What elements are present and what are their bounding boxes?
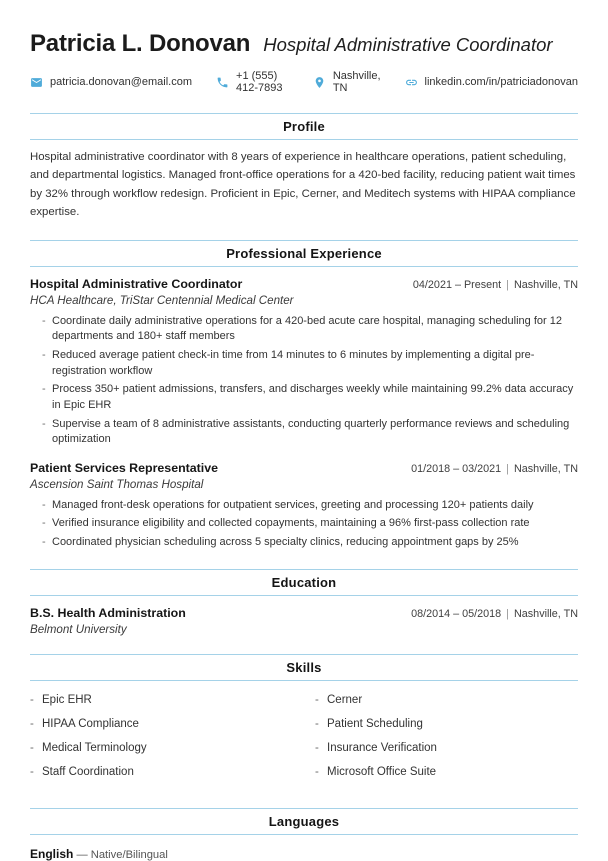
job-bullets xyxy=(30,498,578,551)
job-bullets xyxy=(30,314,578,448)
degree-title: B.S. Health Administration xyxy=(30,605,186,620)
section-heading-education xyxy=(30,569,578,596)
bullet-dash: - xyxy=(42,417,46,430)
job-head xyxy=(30,461,578,475)
bullet-text: Coordinate daily administrative operations for a 420-bed acute care hospital, managing scheduling for 12 departments and 180+ staff members xyxy=(52,314,562,343)
skill-item xyxy=(30,694,315,706)
bullet-dash: - xyxy=(42,535,46,548)
skill-text: Microsoft Office Suite xyxy=(327,765,437,778)
bullet-text: Supervise a team of 8 administrative assistants, conducting quarterly performance reviews and scheduling optimization xyxy=(52,417,570,446)
contact-email-text: patricia.donovan@email.com xyxy=(50,76,193,88)
job-title: Patient Services Representative xyxy=(30,460,219,475)
job-organization: Ascension Saint Thomas Hospital xyxy=(30,477,204,491)
section-experience xyxy=(30,240,578,551)
bullet-text: Reduced average patient check-in time from 14 minutes to 6 minutes by implementing a digital pre-registration workflow xyxy=(52,349,535,377)
bullet-item xyxy=(42,417,578,448)
skill-dash: - xyxy=(315,741,319,754)
section-heading-skills xyxy=(30,654,578,681)
language-separator: — xyxy=(76,848,88,861)
bullet-text: Verified insurance eligibility and collected copayments, maintaining a 96% first-pass collection rate xyxy=(52,517,530,530)
language-level: Native/Bilingual xyxy=(90,848,168,861)
language-item xyxy=(30,847,578,861)
skill-dash: - xyxy=(30,717,34,730)
job-head xyxy=(30,277,578,291)
phone-icon xyxy=(216,76,229,89)
bullet-text: Coordinated physician scheduling across 5 specialty clinics, reducing appointment gaps by 25% xyxy=(52,535,519,548)
name-row xyxy=(30,30,578,58)
experience-heading: Professional Experience xyxy=(226,245,382,261)
pipe-separator: | xyxy=(506,607,509,620)
contact-phone xyxy=(216,70,289,94)
bullet-item xyxy=(42,382,578,413)
bullet-text: Process 350+ patient admissions, transfers, and discharges weekly while maintaining 99.2% data accuracy in Epic EHR xyxy=(52,383,574,411)
skill-text: HIPAA Compliance xyxy=(42,717,139,730)
skill-dash: - xyxy=(30,765,34,778)
skill-text: Epic EHR xyxy=(42,693,92,706)
bullet-item xyxy=(42,498,578,514)
job-title: Hospital Administrative Coordinator xyxy=(30,276,243,291)
section-languages xyxy=(30,808,578,861)
link-icon xyxy=(405,76,418,89)
job-entry xyxy=(30,277,578,448)
contact-location-text: Nashville, TN xyxy=(332,70,381,94)
skill-text: Patient Scheduling xyxy=(327,717,423,730)
contact-email xyxy=(30,76,192,89)
contact-linkedin-text: linkedin.com/in/patriciadonovan xyxy=(424,76,578,88)
bullet-item xyxy=(42,348,578,379)
education-dates-location xyxy=(411,608,578,620)
skills-heading: Skills xyxy=(286,659,322,675)
job-dates-location xyxy=(411,463,578,475)
skill-item xyxy=(30,718,315,730)
bullet-item xyxy=(42,535,578,551)
skills-column-right xyxy=(315,694,578,790)
skill-dash: - xyxy=(315,765,319,778)
skill-dash: - xyxy=(30,741,34,754)
skill-dash: - xyxy=(315,717,319,730)
skill-text: Staff Coordination xyxy=(42,765,134,778)
section-skills xyxy=(30,654,578,790)
skill-item xyxy=(315,718,578,730)
education-heading: Education xyxy=(271,574,337,590)
contact-phone-text: +1 (555) 412-7893 xyxy=(236,70,283,94)
location-icon xyxy=(313,76,326,89)
job-organization: HCA Healthcare, TriStar Centennial Medical Center xyxy=(30,293,294,307)
skill-item xyxy=(315,742,578,754)
skill-text: Insurance Verification xyxy=(327,741,437,754)
job-dates-location xyxy=(413,279,578,291)
bullet-text: Managed front-desk operations for outpatient services, greeting and processing 120+ patients daily xyxy=(52,498,534,511)
bullet-item xyxy=(42,516,578,532)
email-icon xyxy=(30,76,43,89)
skill-dash: - xyxy=(315,693,319,706)
contact-row xyxy=(30,70,578,94)
contact-linkedin xyxy=(405,76,578,89)
resume-header xyxy=(30,30,578,94)
education-dates: 08/2014 – 05/2018 xyxy=(411,607,502,620)
skill-item xyxy=(315,694,578,706)
section-profile xyxy=(30,113,578,222)
section-education xyxy=(30,569,578,636)
job-location: Nashville, TN xyxy=(513,462,578,475)
bullet-dash: - xyxy=(42,349,46,362)
bullet-dash: - xyxy=(42,383,46,396)
skills-grid xyxy=(30,694,578,790)
education-head xyxy=(30,606,578,620)
bullet-dash: - xyxy=(42,517,46,530)
job-dates: 01/2018 – 03/2021 xyxy=(411,462,502,475)
skill-item xyxy=(315,766,578,778)
skill-dash: - xyxy=(30,693,34,706)
skill-text: Cerner xyxy=(327,693,363,706)
skill-text: Medical Terminology xyxy=(42,741,147,754)
profile-heading: Profile xyxy=(283,119,325,134)
section-heading-profile xyxy=(30,113,578,140)
language-name: English xyxy=(30,846,74,861)
pipe-separator: | xyxy=(506,462,509,475)
skills-column-left xyxy=(30,694,315,790)
contact-location xyxy=(313,70,381,94)
education-entry xyxy=(30,606,578,636)
languages-heading: Languages xyxy=(268,813,340,829)
job-location: Nashville, TN xyxy=(513,278,578,291)
job-entry xyxy=(30,461,578,551)
profile-text: Hospital administrative coordinator with 8 years of experience in healthcare operations, patient scheduling, and departmental logistics. Managed front-office operations for a 420-bed facility, reducing patient wait times by 32% through workflow redesign. Proficient in Epic, Cerner, and Meditech systems with HIPAA compliance expertise. xyxy=(30,151,576,219)
bullet-dash: - xyxy=(42,498,46,511)
section-heading-languages xyxy=(30,808,578,835)
person-name: Patricia L. Donovan xyxy=(30,30,251,57)
person-title: Hospital Administrative Coordinator xyxy=(263,34,553,55)
bullet-item xyxy=(42,314,578,345)
job-dates: 04/2021 – Present xyxy=(412,278,502,291)
skill-item xyxy=(30,742,315,754)
bullet-dash: - xyxy=(42,314,46,327)
education-location: Nashville, TN xyxy=(513,607,578,620)
school-name: Belmont University xyxy=(30,622,127,636)
skill-item xyxy=(30,766,315,778)
section-heading-experience xyxy=(30,240,578,267)
pipe-separator: | xyxy=(506,278,509,291)
